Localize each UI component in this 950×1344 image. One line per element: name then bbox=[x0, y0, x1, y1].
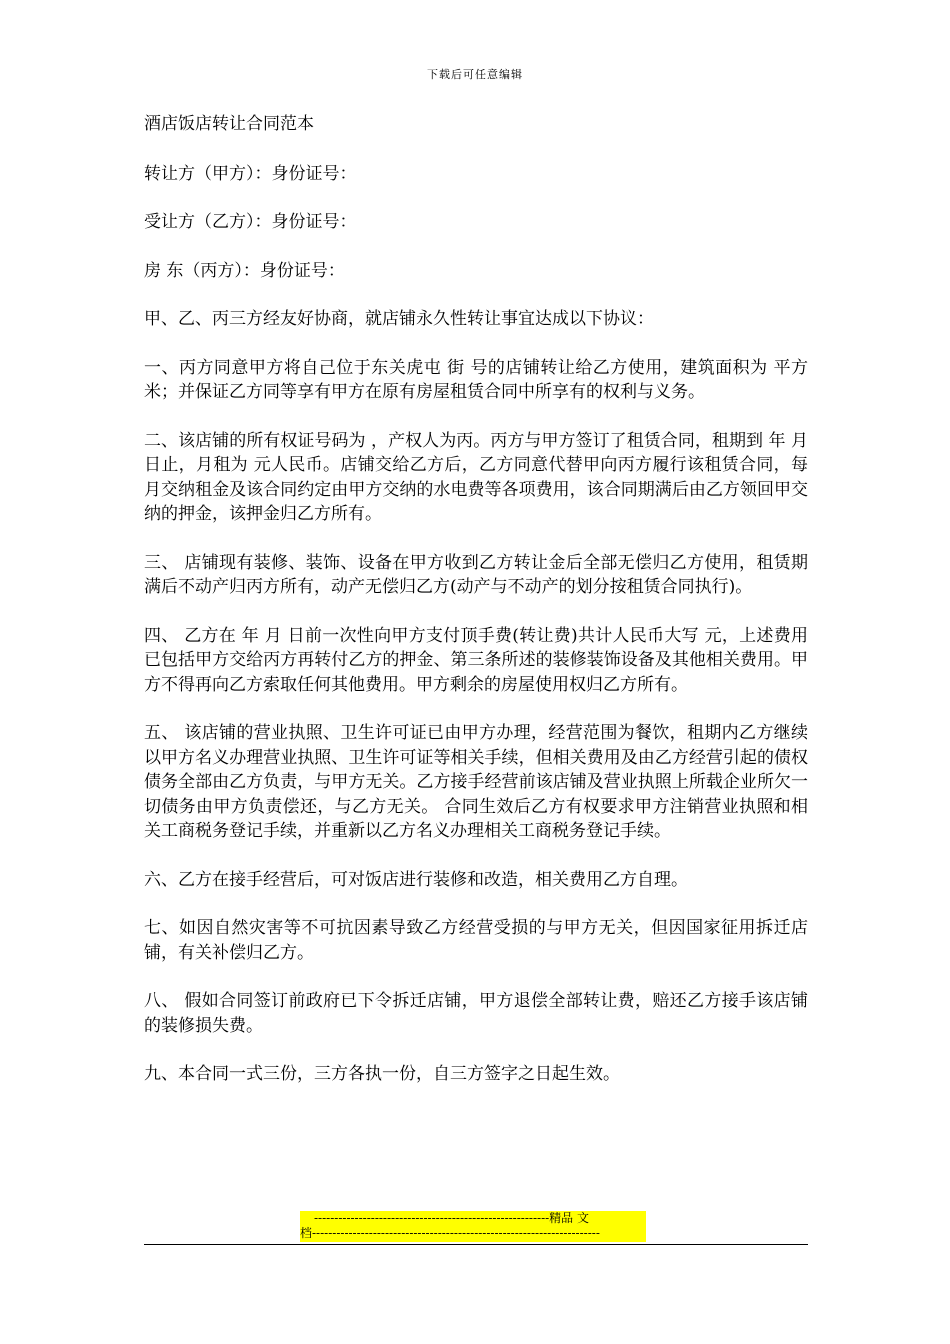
document-body bbox=[144, 112, 808, 1111]
clause-1: 一、丙方同意甲方将自己位于东关虎屯 街 号的店铺转让给乙方使用，建筑面积为 平方米；并保证乙方同等享有甲方在原有房屋租赁合同中所享有的权利与义务。 bbox=[144, 357, 808, 402]
party-landlord: 房 东（丙方）：身份证号： bbox=[144, 260, 345, 281]
footer-rule bbox=[144, 1244, 808, 1245]
clause-4: 四、 乙方在 年 月 日前一次性向甲方支付顶手费(转让费)共计人民币大写 元，上述费用已包括甲方交给丙方再转付乙方的押金、第三条所述的装修装饰设备及其他相关费用。甲方不得再向乙方索取任何其他费用。甲方剩余的房屋使用权归乙方所有。 bbox=[144, 625, 808, 695]
footer-line-2: 档----------------------------------------------------------------------- bbox=[300, 1226, 600, 1240]
clause-2: 二、该店铺的所有权证号码为 ，产权人为丙。丙方与甲方签订了租赁合同，租期到 年 月 日止，月租为 元人民币。店铺交给乙方后，乙方同意代替甲向丙方履行该租赁合同，每月交纳租金及该合同约定由甲方交纳的水电费等各项费用，该合同期满后由乙方领回甲交纳的押金，该押金归乙方所有。 bbox=[144, 430, 808, 524]
footer-watermark-band bbox=[300, 1211, 646, 1242]
document-title: 酒店饭店转让合同范本 bbox=[144, 114, 314, 134]
clause-7: 七、如因自然灾害等不可抗因素导致乙方经营受损的与甲方无关，但因国家征用拆迁店铺，有关补偿归乙方。 bbox=[144, 918, 808, 963]
party-transferor: 转让方（甲方）：身份证号： bbox=[144, 163, 357, 184]
clause-9: 九、本合同一式三份，三方各执一份，自三方签字之日起生效。 bbox=[144, 1064, 620, 1084]
header-note: 下载后可任意编辑 bbox=[427, 68, 523, 81]
agreement-intro: 甲、乙、丙三方经友好协商，就店铺永久性转让事宜达成以下协议： bbox=[144, 309, 654, 329]
clause-5: 五、 该店铺的营业执照、卫生许可证已由甲方办理，经营范围为餐饮，租期内乙方继续以甲方名义办理营业执照、卫生许可证等相关手续，但相关费用及由乙方经营引起的债权债务全部由乙方负责，与甲方无关。乙方接手经营前该店铺及营业执照上所载企业所欠一切债务由甲方负责偿还，与乙方无关。 合同生效后乙方有权要求甲方注销营业执照和相关工商税务登记手续，并重新以乙方名义办理相关工商税务登记手续。 bbox=[144, 723, 808, 841]
party-transferee: 受让方（乙方）：身份证号： bbox=[144, 212, 357, 232]
clause-8: 八、 假如合同签订前政府已下令拆迁店铺，甲方退偿全部转让费，赔还乙方接手该店铺的装修损失费。 bbox=[144, 991, 808, 1036]
footer-line-1: ----------------------------------------------------------精品 文 bbox=[314, 1211, 589, 1225]
clause-3: 三、 店铺现有装修、装饰、设备在甲方收到乙方转让金后全部无偿归乙方使用，租赁期满后不动产归丙方所有，动产无偿归乙方(动产与不动产的划分按租赁合同执行)。 bbox=[144, 552, 808, 597]
clause-6: 六、乙方在接手经营后，可对饭店进行装修和改造，相关费用乙方自理。 bbox=[144, 869, 688, 890]
